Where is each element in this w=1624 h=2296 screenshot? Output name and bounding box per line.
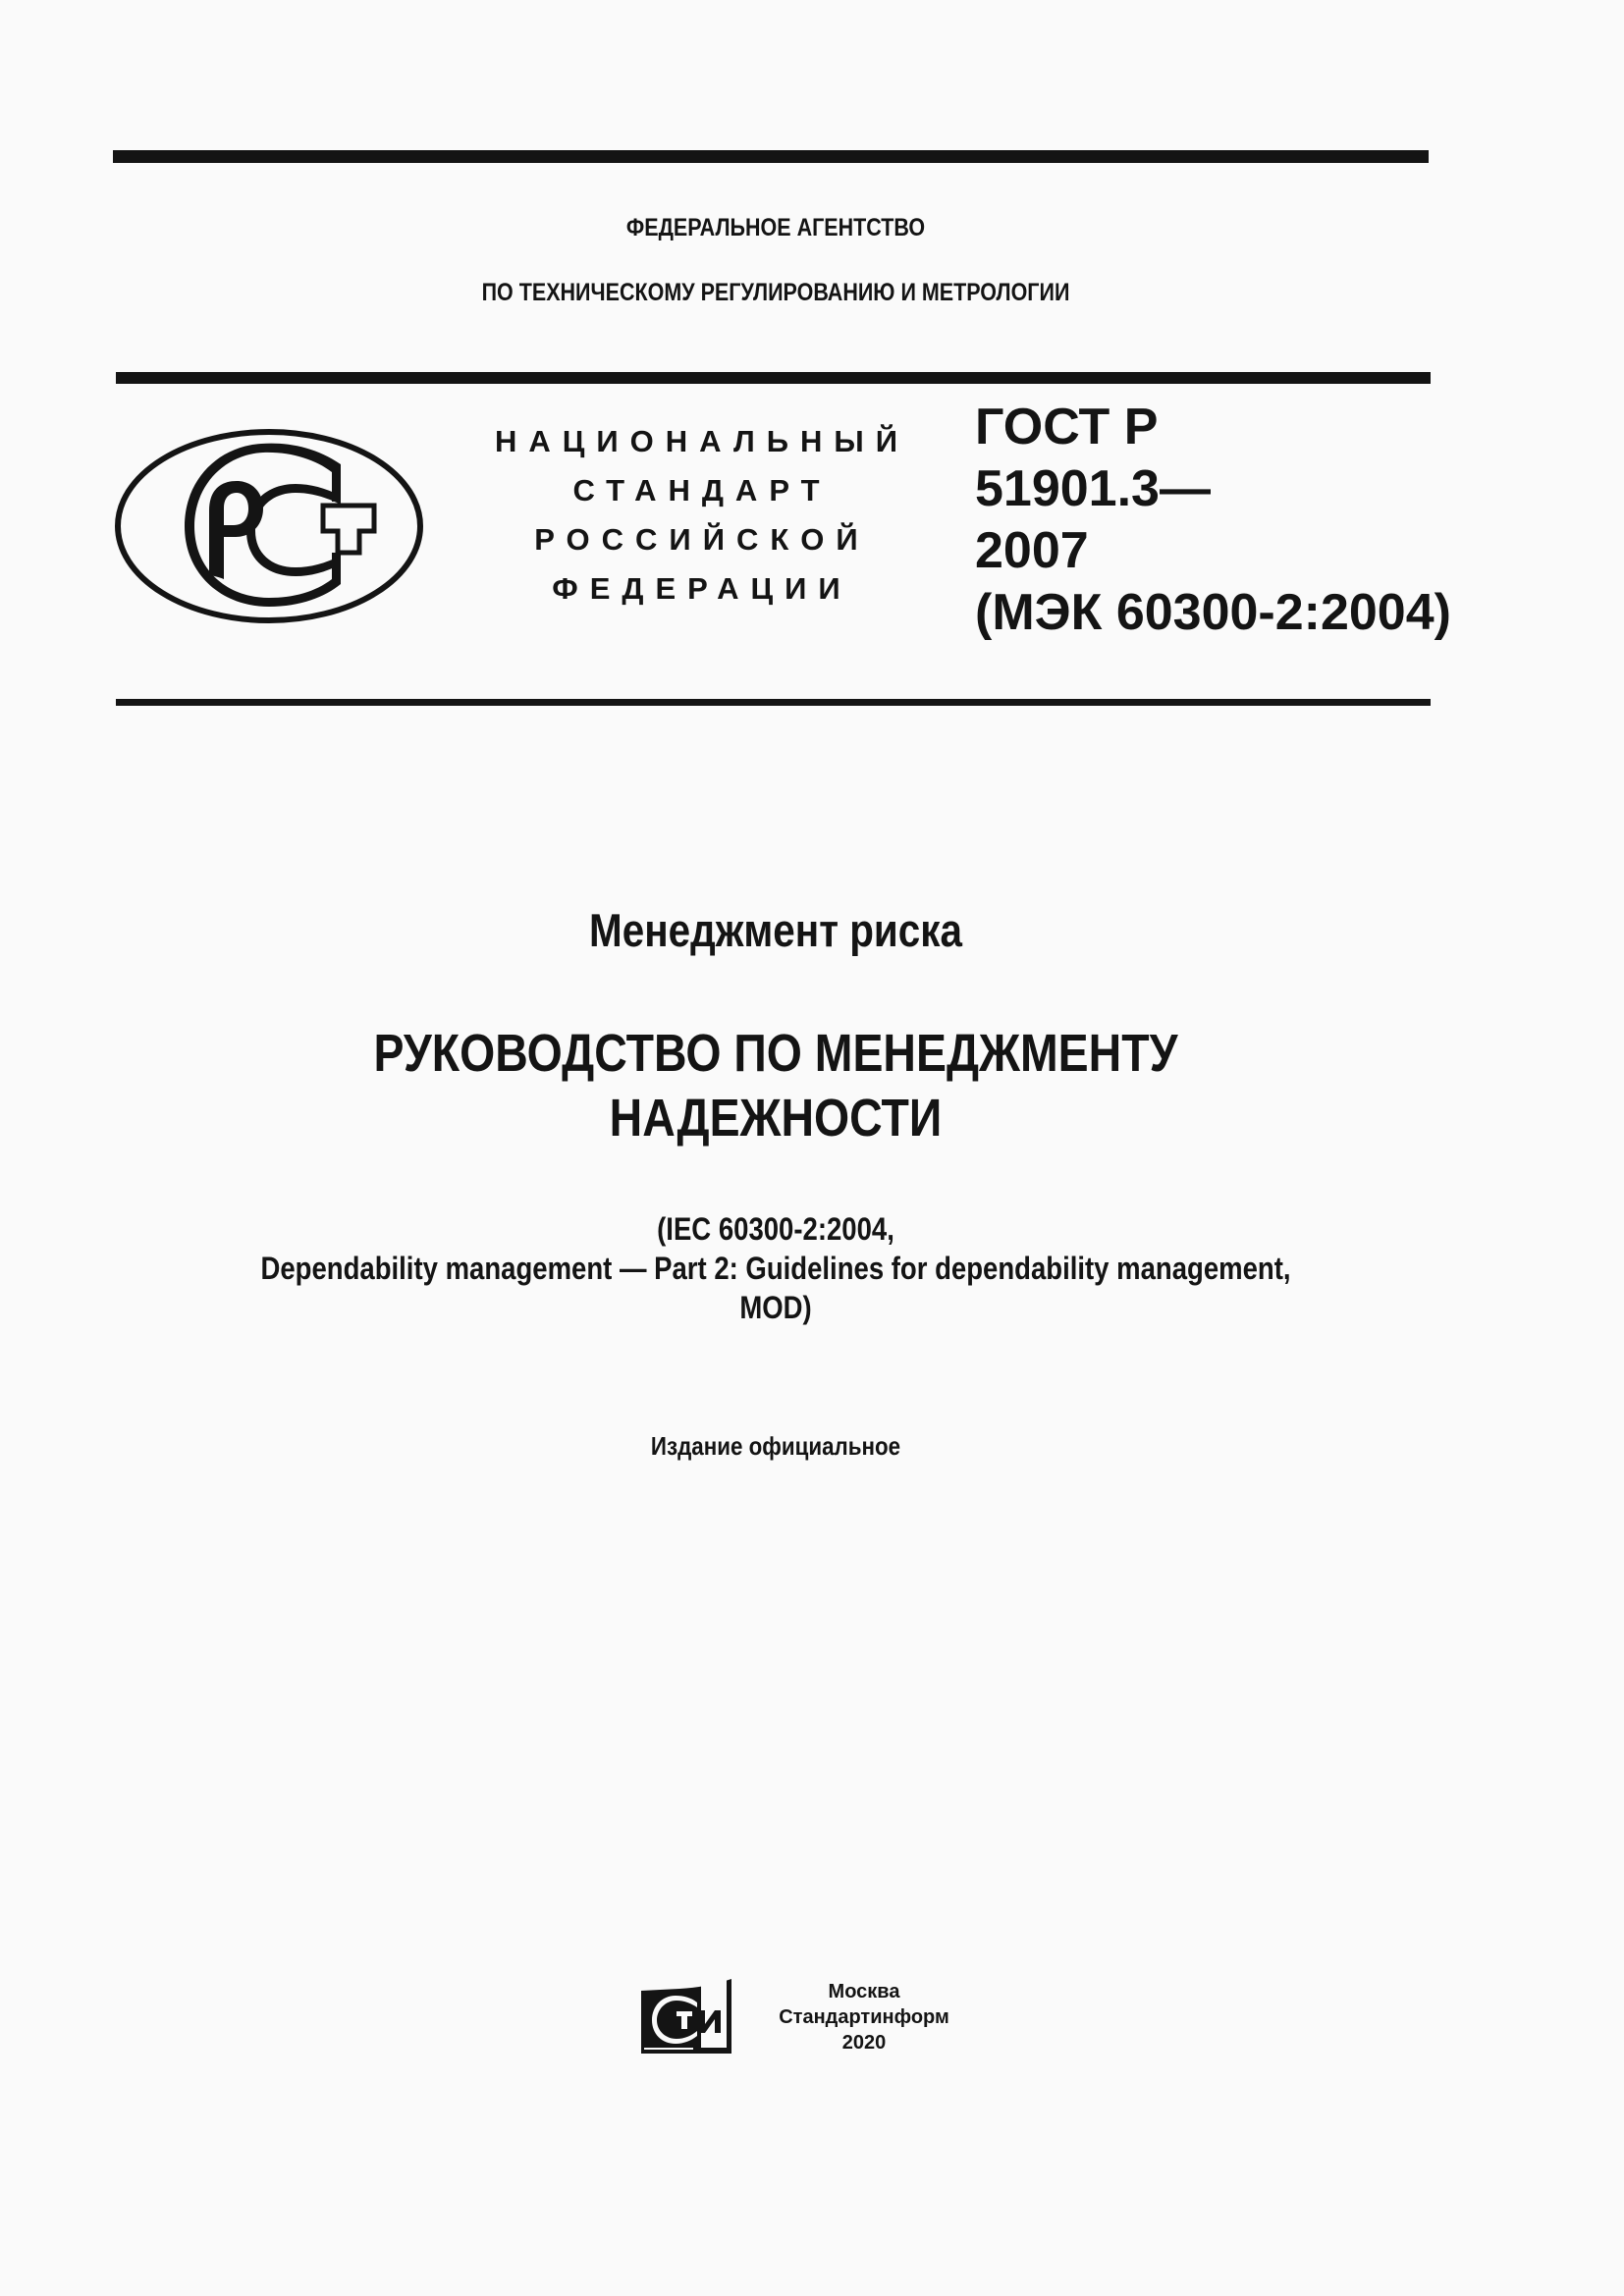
agency-line-1: ФЕДЕРАЛЬНОЕ АГЕНТСТВО — [625, 214, 926, 241]
iec-reference — [109, 1209, 1443, 1327]
document-title — [109, 1021, 1443, 1150]
iec-reference-line: Dependability management — Part 2: Guidelines for dependability management, — [260, 1251, 1291, 1286]
designation-line: ГОСТ Р — [975, 399, 1159, 455]
standartinform-logo-icon — [640, 1979, 734, 2056]
publisher-year: 2020 — [841, 2032, 887, 2054]
national-standard-label — [481, 417, 923, 614]
publisher-city: Москва — [828, 1981, 900, 2002]
national-standard-line: РОССИЙСКОЙ — [534, 522, 870, 557]
standard-block-top-rule — [116, 372, 1431, 384]
title-line: НАДЕЖНОСТИ — [609, 1089, 943, 1148]
document-subtitle: Менеджмент риска — [589, 904, 962, 956]
standard-block-bottom-rule — [116, 699, 1431, 706]
iec-reference-line: (IEC 60300-2:2004, — [657, 1211, 894, 1247]
designation-line: 51901.3— — [975, 460, 1211, 517]
top-rule — [113, 150, 1429, 163]
iec-reference-line: MOD) — [739, 1290, 812, 1325]
national-standard-line: НАЦИОНАЛЬНЫЙ — [494, 424, 910, 458]
designation-line: (МЭК 60300-2:2004) — [975, 584, 1451, 641]
title-line: РУКОВОДСТВО ПО МЕНЕДЖМЕНТУ — [373, 1024, 1178, 1083]
standard-designation — [975, 397, 1451, 644]
national-standard-line: СТАНДАРТ — [572, 473, 832, 507]
edition-label: Издание официальное — [650, 1431, 901, 1461]
publisher-info — [756, 1979, 972, 2056]
national-standard-line: ФЕДЕРАЦИИ — [552, 571, 852, 606]
rst-gost-logo-icon — [114, 427, 428, 628]
publisher-name: Стандартинформ — [779, 2006, 949, 2028]
designation-line: 2007 — [975, 522, 1089, 579]
agency-line-2: ПО ТЕХНИЧЕСКОМУ РЕГУЛИРОВАНИЮ И МЕТРОЛОГИИ — [481, 279, 1070, 306]
